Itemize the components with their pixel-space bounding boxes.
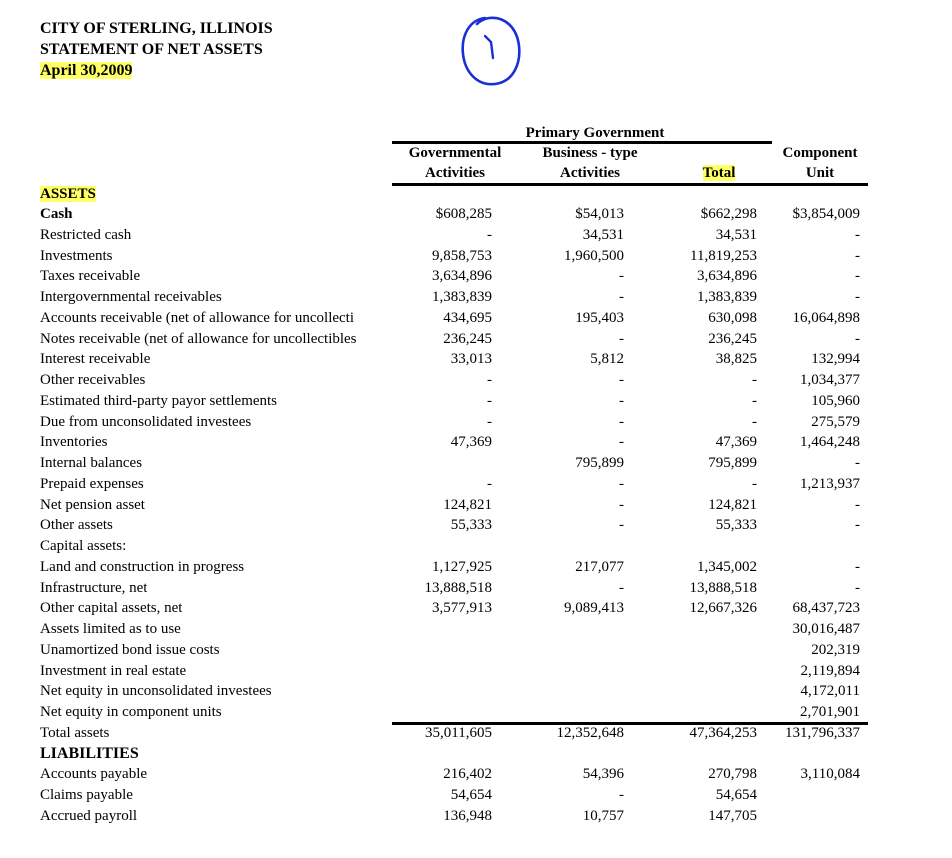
cell-governmental: 3,634,896 — [432, 268, 492, 284]
row-label: Due from unconsolidated investees — [40, 414, 252, 430]
report-title-statement: STATEMENT OF NET ASSETS — [40, 41, 263, 58]
cell-business-type: 195,403 — [575, 310, 624, 326]
cell-total: 1,345,002 — [697, 559, 757, 575]
cell-total: 1,383,839 — [697, 289, 757, 305]
cell-business-type: - — [619, 517, 624, 533]
cell-governmental: 47,369 — [450, 434, 492, 450]
cell-business-type: - — [619, 414, 624, 430]
cell-component-unit: 132,994 — [811, 351, 860, 367]
cell-total: 13,888,518 — [689, 580, 757, 596]
cell-total: - — [752, 372, 757, 388]
row-label: Interest receivable — [40, 351, 151, 367]
row-label: Accrued payroll — [40, 808, 138, 824]
cell-total: 3,634,896 — [697, 268, 757, 284]
cell-governmental: 55,333 — [450, 517, 492, 533]
cell-business-type: 795,899 — [575, 455, 624, 471]
cell-business-type: 217,077 — [575, 559, 624, 575]
row-label: Total assets — [40, 725, 110, 741]
cell-business-type: 54,396 — [582, 766, 624, 782]
row-label: Assets limited as to use — [40, 621, 181, 637]
cell-component-unit: 68,437,723 — [792, 600, 860, 616]
cell-total: 236,245 — [708, 331, 757, 347]
cell-component-unit: $3,854,009 — [792, 206, 860, 222]
cell-component-unit: - — [855, 289, 860, 305]
cell-total: - — [752, 476, 757, 492]
header-underline-rule — [392, 183, 868, 186]
row-label: Internal balances — [40, 455, 143, 471]
section-assets — [40, 185, 96, 203]
header-primary-government: Primary Government — [525, 125, 665, 141]
cell-governmental: 1,383,839 — [432, 289, 492, 305]
section-assets-highlight: ASSETS — [40, 186, 96, 202]
cell-total: 630,098 — [708, 310, 757, 326]
header-business-2: Activities — [560, 165, 620, 181]
cell-total: 54,654 — [715, 787, 757, 803]
row-label: Capital assets: — [40, 538, 127, 554]
cell-total: 38,825 — [715, 351, 757, 367]
cell-component-unit: 1,213,937 — [800, 476, 860, 492]
cell-business-type: - — [619, 393, 624, 409]
cell-total: 11,819,253 — [690, 248, 757, 264]
cell-business-type: 34,531 — [582, 227, 624, 243]
header-governmental-2: Activities — [425, 165, 485, 181]
report-date — [40, 62, 132, 80]
row-label: Taxes receivable — [40, 268, 141, 284]
cell-component-unit: 105,960 — [811, 393, 860, 409]
header-governmental-1: Governmental — [408, 145, 502, 161]
row-label: Notes receivable (net of allowance for uncollectibles — [40, 331, 357, 347]
row-label: Net equity in unconsolidated investees — [40, 683, 272, 699]
row-label: Estimated third-party payor settlements — [40, 393, 278, 409]
row-label: Net pension asset — [40, 497, 145, 513]
circled-number-text: 1 — [455, 12, 456, 13]
cell-business-type: 9,089,413 — [564, 600, 624, 616]
cell-component-unit: - — [855, 497, 860, 513]
cell-total: - — [752, 414, 757, 430]
row-label: Infrastructure, net — [40, 580, 148, 596]
row-label: Claims payable — [40, 787, 133, 803]
cell-governmental: 136,948 — [443, 808, 492, 824]
cell-governmental: 3,577,913 — [432, 600, 492, 616]
row-label: Cash — [40, 206, 73, 222]
row-label: Unamortized bond issue costs — [40, 642, 220, 658]
cell-business-type: - — [619, 268, 624, 284]
cell-component-unit: - — [855, 248, 860, 264]
cell-total: $662,298 — [700, 206, 757, 222]
cell-governmental: 33,013 — [450, 351, 492, 367]
cell-business-type: 5,812 — [590, 351, 624, 367]
row-label: Prepaid expenses — [40, 476, 144, 492]
row-label: Other assets — [40, 517, 113, 533]
cell-governmental: 1,127,925 — [432, 559, 492, 575]
report-title-city: CITY OF STERLING, ILLINOIS — [40, 20, 273, 37]
cell-governmental: 434,695 — [443, 310, 492, 326]
cell-component-unit: 131,796,337 — [785, 725, 860, 741]
cell-component-unit: - — [855, 580, 860, 596]
circled-number-one-mark — [485, 36, 493, 58]
row-label: Other receivables — [40, 372, 146, 388]
cell-component-unit: 275,579 — [811, 414, 860, 430]
cell-business-type: - — [619, 372, 624, 388]
cell-component-unit: 4,172,011 — [800, 683, 860, 699]
cell-total: - — [752, 393, 757, 409]
report-date-highlight: April 30,2009 — [40, 62, 133, 79]
cell-total: 47,369 — [715, 434, 757, 450]
cell-governmental: 35,011,605 — [425, 725, 492, 741]
cell-component-unit: - — [855, 455, 860, 471]
cell-governmental: 216,402 — [443, 766, 492, 782]
cell-component-unit: 2,119,894 — [800, 663, 860, 679]
row-label: Investment in real estate — [40, 663, 187, 679]
cell-governmental: - — [487, 414, 492, 430]
header-component-1: Component — [782, 145, 858, 161]
cell-governmental: 9,858,753 — [432, 248, 492, 264]
cell-component-unit: 30,016,487 — [792, 621, 860, 637]
cell-component-unit: 1,034,377 — [800, 372, 860, 388]
cell-business-type: - — [619, 331, 624, 347]
header-total-highlight: Total — [702, 165, 736, 181]
cell-governmental: - — [487, 476, 492, 492]
row-label: Land and construction in progress — [40, 559, 245, 575]
cell-component-unit: - — [855, 559, 860, 575]
cell-governmental: 13,888,518 — [424, 580, 492, 596]
cell-business-type: - — [619, 476, 624, 492]
cell-total: 124,821 — [708, 497, 757, 513]
cell-component-unit: - — [855, 268, 860, 284]
cell-governmental: 54,654 — [450, 787, 492, 803]
row-label: LIABILITIES — [40, 745, 139, 762]
cell-component-unit: 16,064,898 — [792, 310, 860, 326]
cell-business-type: 1,960,500 — [564, 248, 624, 264]
cell-component-unit: 3,110,084 — [800, 766, 860, 782]
cell-total: 147,705 — [708, 808, 757, 824]
cell-component-unit: - — [855, 517, 860, 533]
cell-component-unit: 202,319 — [811, 642, 860, 658]
header-business-1: Business - type — [542, 145, 638, 161]
cell-governmental: 236,245 — [443, 331, 492, 347]
total-assets-rule — [392, 722, 868, 725]
row-label: Investments — [40, 248, 113, 264]
cell-total: 47,364,253 — [689, 725, 757, 741]
cell-total: 795,899 — [708, 455, 757, 471]
row-label: Accounts payable — [40, 766, 148, 782]
header-total — [690, 164, 748, 182]
cell-business-type: 12,352,648 — [556, 725, 624, 741]
cell-governmental: $608,285 — [435, 206, 492, 222]
cell-component-unit: 2,701,901 — [800, 704, 860, 720]
cell-component-unit: 1,464,248 — [800, 434, 860, 450]
cell-business-type: - — [619, 289, 624, 305]
handwritten-circle-annotation — [455, 12, 527, 92]
cell-total: 12,667,326 — [689, 600, 757, 616]
row-label: Other capital assets, net — [40, 600, 183, 616]
cell-governmental: 124,821 — [443, 497, 492, 513]
cell-total: 34,531 — [715, 227, 757, 243]
row-label: Restricted cash — [40, 227, 132, 243]
cell-business-type: $54,013 — [575, 206, 624, 222]
cell-component-unit: - — [855, 331, 860, 347]
cell-governmental: - — [487, 393, 492, 409]
row-label: Intergovernmental receivables — [40, 289, 222, 305]
cell-business-type: - — [619, 434, 624, 450]
header-component-2: Unit — [805, 165, 835, 181]
cell-business-type: - — [619, 580, 624, 596]
cell-total: 270,798 — [708, 766, 757, 782]
row-label: Net equity in component units — [40, 704, 222, 720]
cell-business-type: 10,757 — [582, 808, 624, 824]
cell-business-type: - — [619, 497, 624, 513]
cell-total: 55,333 — [715, 517, 757, 533]
cell-business-type: - — [619, 787, 624, 803]
row-label: Inventories — [40, 434, 108, 450]
cell-component-unit: - — [855, 227, 860, 243]
row-label: Accounts receivable (net of allowance for uncollecti — [40, 310, 355, 326]
cell-governmental: - — [487, 227, 492, 243]
cell-governmental: - — [487, 372, 492, 388]
